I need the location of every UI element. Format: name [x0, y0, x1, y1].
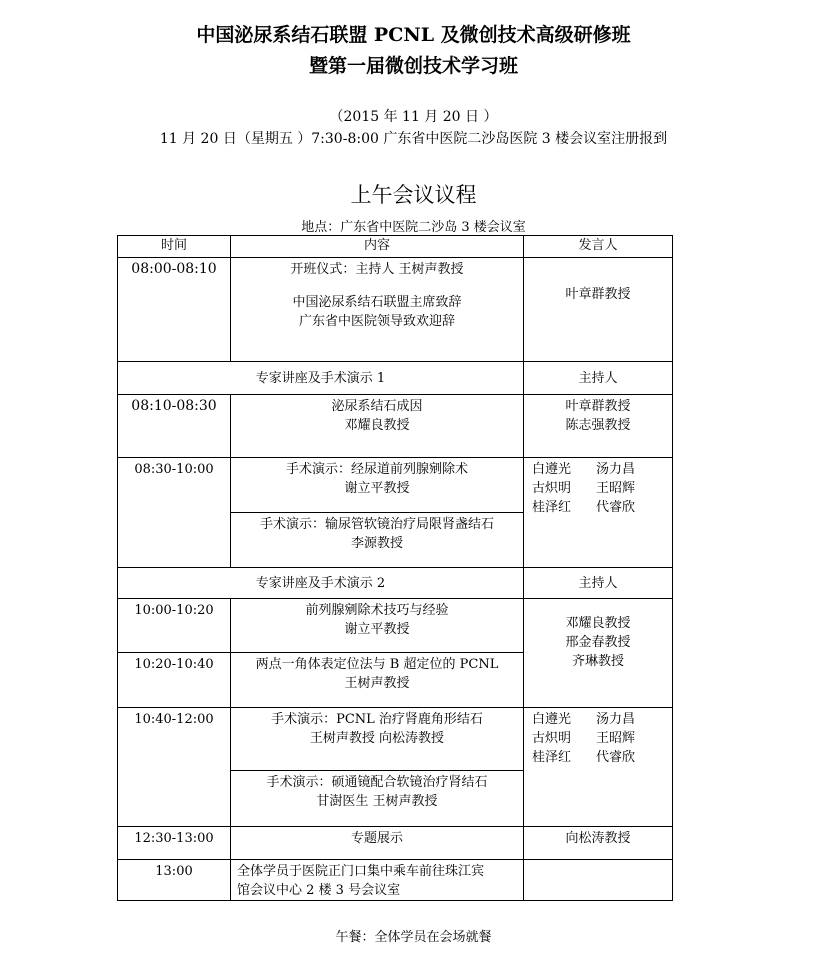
schedule-table — [117, 235, 673, 901]
content-line: 谢立平教授 — [344, 622, 410, 637]
content-line: 全体学员于医院正门口集中乘车前往珠江宾 — [237, 864, 485, 879]
speaker-name: 叶章群教授 — [565, 399, 631, 414]
panel-line: 桂泽红 代睿欣 — [532, 500, 636, 515]
section-row — [118, 362, 673, 395]
section-row — [118, 568, 673, 599]
content-line: 李源教授 — [350, 536, 403, 551]
content-line: 开班仪式：主持人 王树声教授 — [290, 262, 464, 277]
content-line: 王树声教授 向松涛教授 — [309, 731, 445, 746]
content-line: 手术演示：输尿管软镜治疗局限肾盏结石 — [259, 517, 494, 532]
doc-title-line1: 中国泌尿系结石联盟 PCNL 及微创技术高级研修班 — [196, 24, 631, 46]
row-content — [231, 258, 524, 362]
row-speaker — [524, 599, 673, 708]
row-speaker: 向松涛教授 — [524, 827, 673, 860]
content-line: 中国泌尿系结石联盟主席致辞 — [292, 295, 462, 310]
section-host: 主持人 — [524, 568, 673, 599]
content-line: 手术演示：PCNL 治疗肾鹿角形结石 — [271, 712, 483, 727]
content-line: 手术演示：硕通镜配合软镜治疗肾结石 — [266, 775, 488, 790]
row-content — [231, 513, 524, 568]
row-time: 08:10-08:30 — [118, 395, 231, 458]
row-time: 12:30-13:00 — [118, 827, 231, 860]
speaker-name: 齐琳教授 — [571, 654, 624, 669]
table-row — [118, 827, 673, 860]
header-time: 时间 — [118, 236, 231, 258]
panel-line: 白遵光 汤力昌 — [532, 712, 636, 727]
content-line: 王树声教授 — [344, 676, 410, 691]
table-header-row — [118, 236, 673, 258]
row-content — [231, 860, 524, 901]
table-row — [118, 458, 673, 513]
content-line: 谢立平教授 — [344, 481, 410, 496]
row-time: 08:00-08:10 — [118, 258, 231, 362]
row-content — [231, 771, 524, 827]
row-time: 13:00 — [118, 860, 231, 901]
speaker-name: 邢金春教授 — [565, 635, 631, 650]
row-content — [231, 708, 524, 771]
panel-list — [524, 458, 673, 568]
table-row — [118, 258, 673, 362]
session-heading: 上午会议议程 — [350, 183, 477, 207]
section-host: 主持人 — [524, 362, 673, 395]
row-speaker — [524, 860, 673, 901]
session-location: 地点：广东省中医院二沙岛 3 楼会议室 — [301, 220, 526, 235]
section-label: 专家讲座及手术演示 2 — [118, 568, 524, 599]
registration-line: 11 月 20 日（星期五 ）7:30-8:00 广东省中医院二沙岛医院 3 楼会议室注册报到 — [159, 131, 668, 147]
lunch-note: 午餐：全体学员在会场就餐 — [335, 930, 492, 945]
content-line: 两点一角体表定位法与 B 超定位的 PCNL — [255, 657, 499, 672]
row-time: 10:20-10:40 — [118, 653, 231, 708]
content-line: 馆会议中心 2 楼 3 号会议室 — [237, 883, 401, 898]
table-row — [118, 395, 673, 458]
content-line: 泌尿系结石成因 — [331, 399, 423, 414]
speaker-name: 邓耀良教授 — [565, 616, 631, 631]
speaker-name: 陈志强教授 — [565, 418, 631, 433]
content-line: 前列腺剜除术技巧与经验 — [305, 603, 449, 618]
row-content — [231, 653, 524, 708]
doc-date: （2015 年 11 月 20 日 ） — [329, 109, 498, 125]
content-line: 手术演示：经尿道前列腺剜除术 — [285, 462, 468, 477]
header-content: 内容 — [231, 236, 524, 258]
panel-list — [524, 708, 673, 827]
doc-title-line2: 暨第一届微创技术学习班 — [308, 55, 518, 77]
row-time: 10:40-12:00 — [118, 708, 231, 827]
row-content: 专题展示 — [231, 827, 524, 860]
panel-line: 古炽明 王昭辉 — [532, 731, 636, 746]
row-time: 08:30-10:00 — [118, 458, 231, 568]
table-row — [118, 599, 673, 653]
table-row — [118, 860, 673, 901]
row-time: 10:00-10:20 — [118, 599, 231, 653]
row-content — [231, 458, 524, 513]
content-line: 邓耀良教授 — [344, 418, 410, 433]
row-content — [231, 599, 524, 653]
panel-line: 白遵光 汤力昌 — [532, 462, 636, 477]
section-label: 专家讲座及手术演示 1 — [118, 362, 524, 395]
content-line: 甘澍医生 王树声教授 — [316, 794, 438, 809]
table-row — [118, 708, 673, 771]
row-speaker: 叶章群教授 — [524, 258, 673, 362]
header-speaker: 发言人 — [524, 236, 673, 258]
panel-line: 古炽明 王昭辉 — [532, 481, 636, 496]
row-speaker — [524, 395, 673, 458]
panel-line: 桂泽红 代睿欣 — [532, 750, 636, 765]
content-line: 广东省中医院领导致欢迎辞 — [298, 314, 455, 329]
row-content — [231, 395, 524, 458]
